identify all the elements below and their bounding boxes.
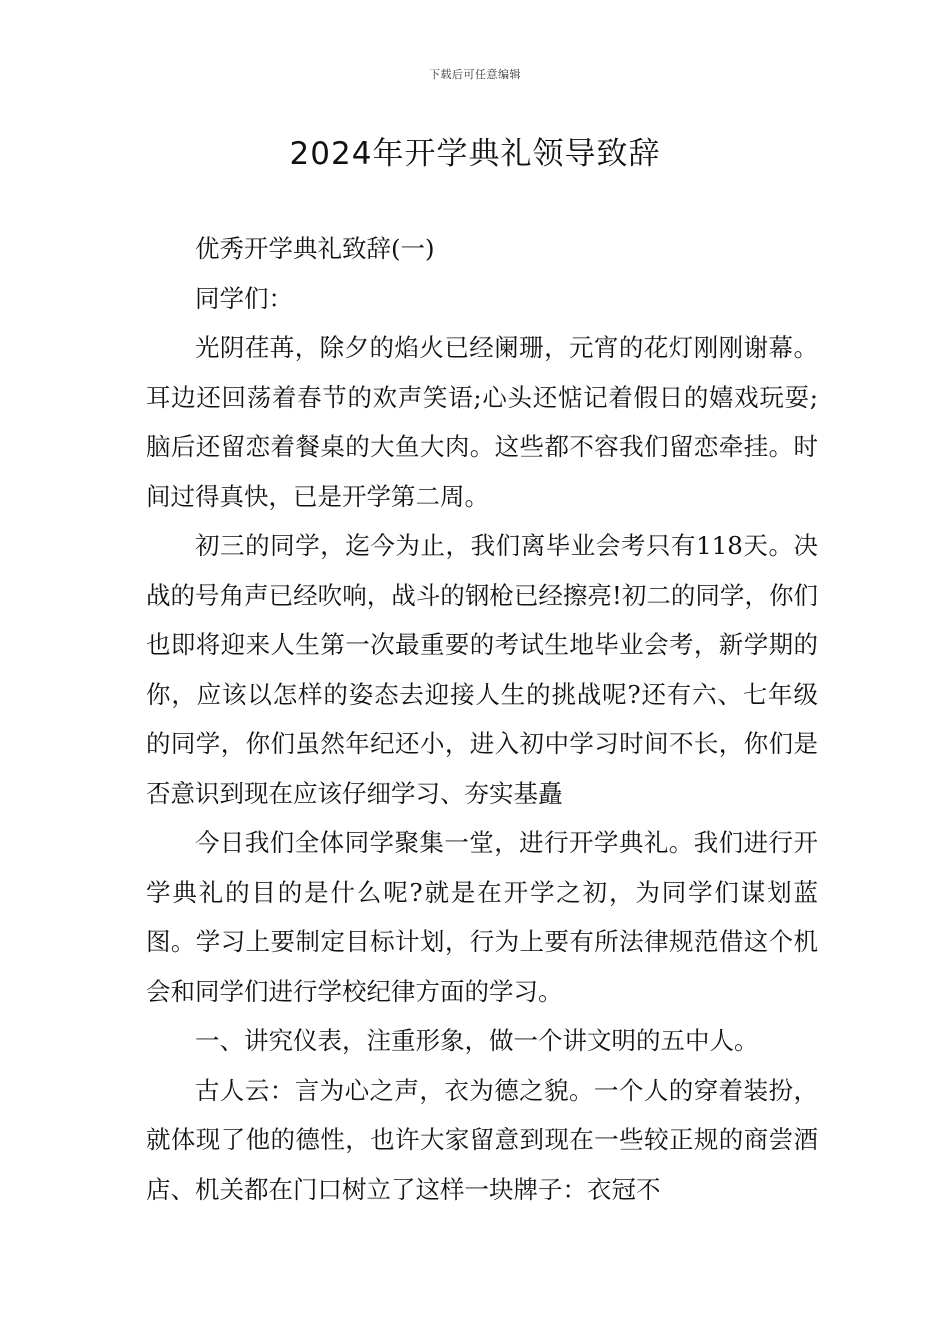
paragraph: 初三的同学，迄今为止，我们离毕业会考只有118天。决战的号角声已经吹响，战斗的钢枪已经擦亮!初二的同学，你们也即将迎来人生第一次最重要的考试生地毕业会考，新学期的你，应该以怎样的姿态去迎接人生的挑战呢?还有六、七年级的同学，你们虽然年纪还小，进入初中学习时间不长，你们是否意识到现在应该仔细学习、夯实基矗 bbox=[146, 531, 818, 808]
paragraph-section-heading: 一、讲究仪表，注重形象，做一个讲文明的五中人。 bbox=[195, 1026, 759, 1055]
document-title: 2024年开学典礼领导致辞 bbox=[289, 136, 661, 172]
header-note: 下载后可任意编辑 bbox=[429, 68, 521, 81]
paragraph: 古人云：言为心之声，衣为德之貌。一个人的穿着装扮，就体现了他的德性，也许大家留意到现在一些较正规的商尝酒店、机关都在门口树立了这样一块牌子：衣冠不 bbox=[146, 1075, 818, 1204]
paragraph-salutation: 同学们： bbox=[195, 283, 293, 313]
paragraph: 光阴荏苒，除夕的焰火已经阑珊，元宵的花灯刚刚谢幕。耳边还回荡着春节的欢声笑语;心头还惦记着假日的嬉戏玩耍;脑后还留恋着餐桌的大鱼大肉。这些都不容我们留恋牵挂。时间过得真快，已是开学第二周。 bbox=[146, 333, 818, 511]
document-body bbox=[146, 224, 818, 1214]
paragraph-subtitle: 优秀开学典礼致辞(一) bbox=[195, 234, 435, 263]
paragraph: 今日我们全体同学聚集一堂，进行开学典礼。我们进行开学典礼的目的是什么呢?就是在开学之初，为同学们谋划蓝图。学习上要制定目标计划，行为上要有所法律规范借这个机会和同学们进行学校纪律方面的学习。 bbox=[146, 828, 818, 1006]
